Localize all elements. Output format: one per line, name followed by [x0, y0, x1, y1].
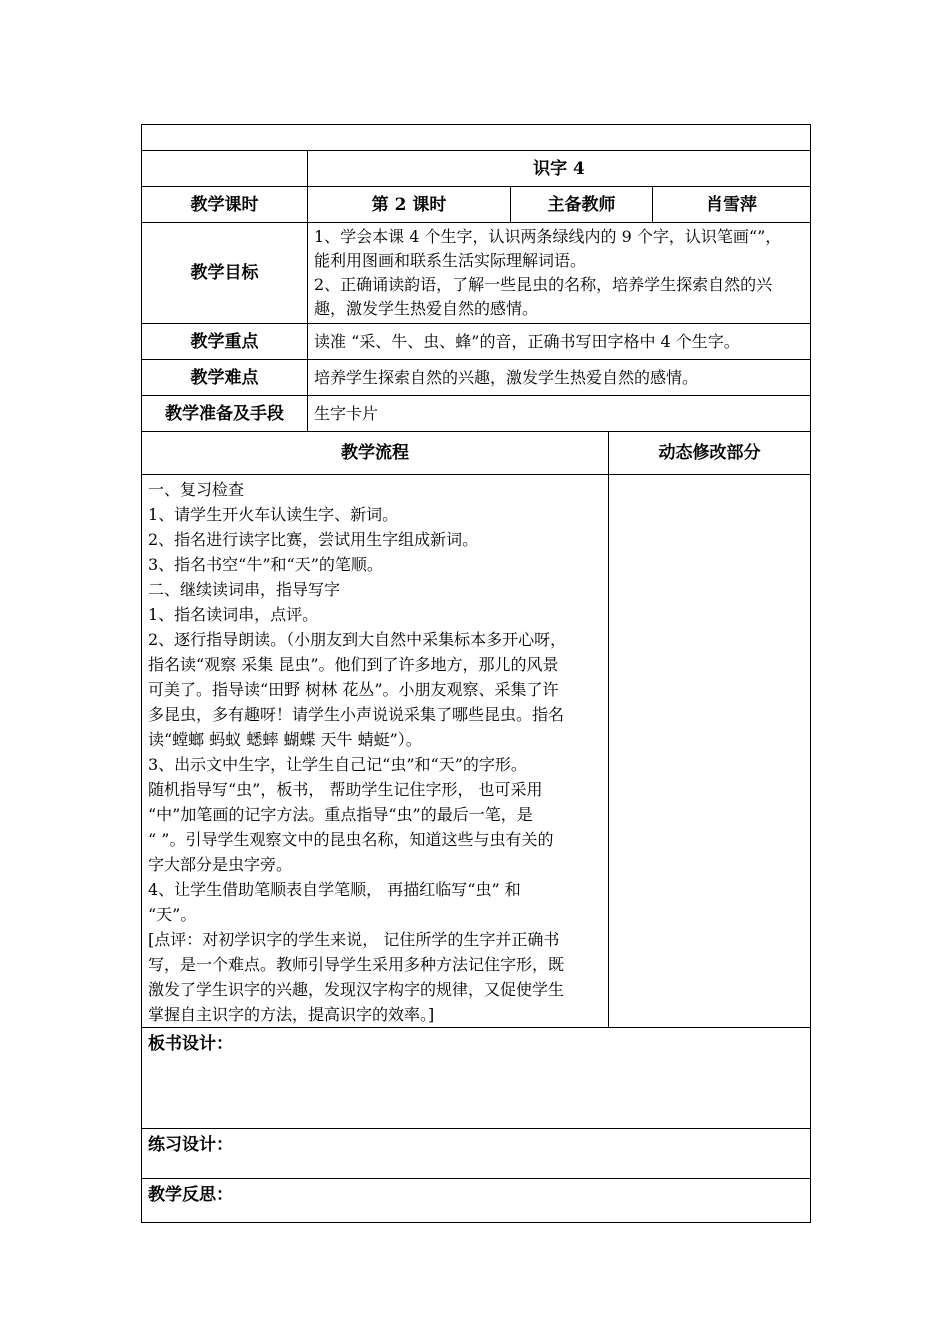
exercise-design-row — [142, 1129, 811, 1179]
process-line: 3、出示文中生字，让学生自己记“虫”和“天”的字形。 — [148, 755, 527, 774]
process-line: 2、指名进行读字比赛，尝试用生字组成新词。 — [148, 530, 479, 549]
period-value: 第 2 课时 — [308, 187, 511, 223]
process-line: 多昆虫，多有趣呀！请学生小声说说采集了哪些昆虫。指名 — [148, 705, 565, 724]
process-line: “中”加笔画的记字方法。重点指导“虫”的最后一笔，是 — [148, 805, 533, 824]
goals-label: 教学目标 — [142, 223, 308, 324]
goals-line: 1、学会本课 4 个生字，认识两条绿线内的 9 个字，认识笔画“”， — [314, 227, 782, 246]
process-line: 3、指名书空“牛”和“天”的笔顺。 — [148, 555, 383, 574]
lesson-plan-table — [141, 124, 811, 1223]
process-line: 写，是一个难点。教师引导学生采用多种方法记住字形，既 — [148, 955, 565, 974]
goals-line: 能利用图画和联系生活实际理解词语。 — [314, 251, 587, 270]
process-line: 可美了。指导读“田野 树林 花丛”。小朋友观察、采集了许 — [148, 680, 559, 699]
teacher-value: 肖雪萍 — [653, 187, 811, 223]
lesson-title: 识字 4 — [308, 151, 811, 187]
teacher-label: 主备教师 — [511, 187, 653, 223]
process-line: “天”。 — [148, 905, 197, 924]
difficulty-row — [142, 360, 811, 396]
goals-row — [142, 223, 811, 324]
goals-content — [308, 223, 811, 324]
process-line: “ ”。引导学生观察文中的昆虫名称，知道这些与虫有关的 — [148, 830, 554, 849]
process-line: 激发了学生识字的兴趣，发现汉字构字的规律，又促使学生 — [148, 980, 565, 999]
process-line: 一、复习检查 — [148, 480, 245, 499]
reflection-row — [142, 1179, 811, 1223]
process-line: 字大部分是虫字旁。 — [148, 855, 293, 874]
title-row — [142, 151, 811, 187]
goals-line: 趣，激发学生热爱自然的感情。 — [314, 299, 539, 318]
preparation-label: 教学准备及手段 — [142, 396, 308, 432]
period-label: 教学课时 — [142, 187, 308, 223]
preparation-row — [142, 396, 811, 432]
process-line: 二、继续读词串，指导写字 — [148, 580, 341, 599]
info-row — [142, 187, 811, 223]
process-header-row — [142, 432, 811, 475]
goals-line: 2、正确诵读韵语，了解一些昆虫的名称，培养学生探索自然的兴 — [314, 275, 773, 294]
key-point-label: 教学重点 — [142, 324, 308, 360]
process-line: 读“螳螂 蚂蚁 蟋蟀 蝴蝶 天牛 蜻蜓”）。 — [148, 730, 422, 749]
reflection-label: 教学反思： — [142, 1179, 811, 1223]
process-content — [142, 475, 609, 1028]
process-line: 2、逐行指导朗读。（小朋友到大自然中采集标本多开心呀， — [148, 630, 567, 649]
process-line: 随机指导写“虫”，板书， 帮助学生记住字形， 也可采用 — [148, 780, 543, 799]
process-label: 教学流程 — [142, 432, 609, 475]
difficulty-label: 教学难点 — [142, 360, 308, 396]
key-point-text: 读准 “采、牛、虫、蜂”的音，正确书写田字格中 4 个生字。 — [308, 324, 811, 360]
revision-blank-cell — [609, 475, 811, 1028]
process-body-row — [142, 475, 811, 1028]
process-line: 1、请学生开火车认读生字、新词。 — [148, 505, 399, 524]
revision-label: 动态修改部分 — [609, 432, 811, 475]
key-point-row — [142, 324, 811, 360]
blank-top-cell — [142, 125, 811, 151]
title-blank-cell — [142, 151, 308, 187]
process-line: 1、指名读词串，点评。 — [148, 605, 319, 624]
process-line: [点评：对初学识字的学生来说， 记住所学的生字并正确书 — [148, 930, 560, 949]
process-line: 掌握自主识字的方法，提高识字的效率。] — [148, 1005, 435, 1024]
preparation-text: 生字卡片 — [308, 396, 811, 432]
blank-top-row — [142, 125, 811, 151]
process-line: 指名读“观察 采集 昆虫”。他们到了许多地方，那儿的风景 — [148, 655, 559, 674]
difficulty-text: 培养学生探索自然的兴趣，激发学生热爱自然的感情。 — [308, 360, 811, 396]
board-design-label: 板书设计： — [142, 1028, 811, 1129]
board-design-row — [142, 1028, 811, 1129]
exercise-design-label: 练习设计： — [142, 1129, 811, 1179]
process-line: 4、让学生借助笔顺表自学笔顺， 再描红临写“虫” 和 — [148, 880, 521, 899]
